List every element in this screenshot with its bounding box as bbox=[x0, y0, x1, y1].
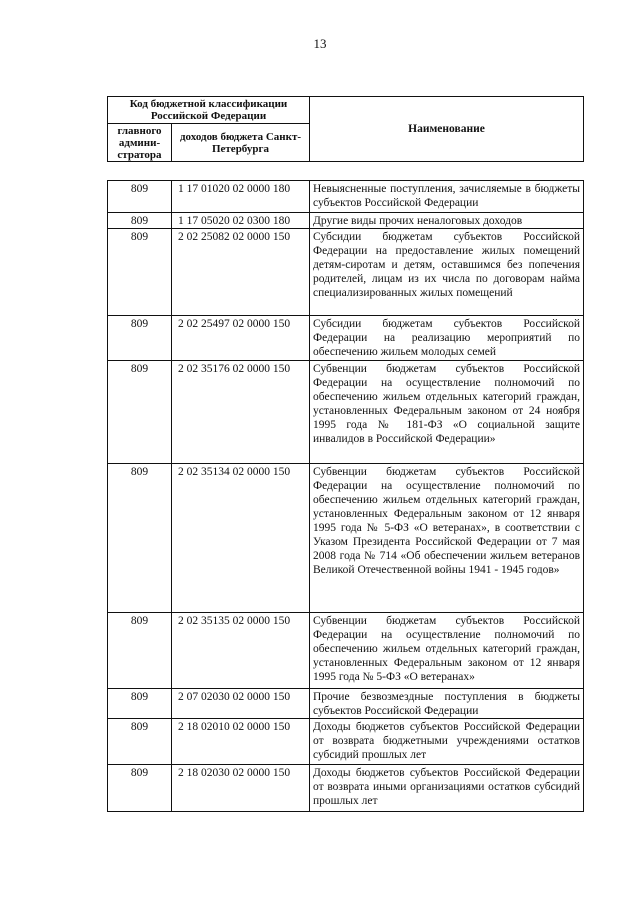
revenue-name: Доходы бюджетов субъектов Российской Федерации от возврата бюджетными учреждениями остатков субсидий прошлых лет bbox=[310, 719, 584, 765]
table-row bbox=[108, 613, 584, 689]
revenue-code: 1 17 01020 02 0000 180 bbox=[172, 181, 310, 213]
revenue-name: Другие виды прочих неналоговых доходов bbox=[310, 213, 584, 229]
revenue-name: Субсидии бюджетам субъектов Российской Федерации на реализацию мероприятий по обеспечению жильем молодых семей bbox=[310, 316, 584, 361]
table-row bbox=[108, 229, 584, 316]
header-admin: главного админи-стратора bbox=[108, 124, 172, 162]
revenue-name: Субвенции бюджетам субъектов Российской Федерации на осуществление полномочий по обеспечению жильем отдельных категорий граждан, установленных Федеральным законом от 12 января 1995 года № 5-ФЗ «О ветеранах» bbox=[310, 613, 584, 689]
header-name: Наименование bbox=[310, 97, 584, 162]
revenue-code: 2 02 35134 02 0000 150 bbox=[172, 464, 310, 613]
admin-code: 809 bbox=[108, 464, 172, 613]
revenue-name: Невыясненные поступления, зачисляемые в бюджеты субъектов Российской Федерации bbox=[310, 181, 584, 213]
admin-code: 809 bbox=[108, 689, 172, 719]
classification-table bbox=[107, 180, 584, 812]
admin-code: 809 bbox=[108, 316, 172, 361]
table-row bbox=[108, 181, 584, 213]
revenue-code: 2 02 25082 02 0000 150 bbox=[172, 229, 310, 316]
admin-code: 809 bbox=[108, 719, 172, 765]
table-header bbox=[107, 96, 584, 162]
admin-code: 809 bbox=[108, 181, 172, 213]
revenue-name: Субвенции бюджетам субъектов Российской Федерации на осуществление полномочий по обеспечению жильем отдельных категорий граждан, установленных Федеральным законом от 24 ноября 1995 года № 181-ФЗ «О социальной защите инвалидов в Российской Федерации» bbox=[310, 361, 584, 464]
admin-code: 809 bbox=[108, 229, 172, 316]
table-row bbox=[108, 765, 584, 812]
header-budget-code: Код бюджетной классификации Российской Федерации bbox=[108, 97, 310, 124]
admin-code: 809 bbox=[108, 613, 172, 689]
revenue-code: 2 18 02010 02 0000 150 bbox=[172, 719, 310, 765]
revenue-name: Доходы бюджетов субъектов Российской Федерации от возврата иными организациями остатков субсидий прошлых лет bbox=[310, 765, 584, 812]
admin-code: 809 bbox=[108, 361, 172, 464]
revenue-code: 2 02 25497 02 0000 150 bbox=[172, 316, 310, 361]
revenue-name: Субвенции бюджетам субъектов Российской Федерации на осуществление полномочий по обеспечению жильем отдельных категорий граждан, установленных Федеральным законом от 12 января 1995 года № 5-ФЗ «О ветеранах», в соответствии с Указом Президента Российской Федерации от 7 мая 2008 года № 714 «Об обеспечении жильем ветеранов Великой Отечественной войны 1941 - 1945 годов» bbox=[310, 464, 584, 613]
admin-code: 809 bbox=[108, 213, 172, 229]
table-row bbox=[108, 464, 584, 613]
revenue-code: 2 02 35176 02 0000 150 bbox=[172, 361, 310, 464]
table-row bbox=[108, 689, 584, 719]
revenue-code: 2 02 35135 02 0000 150 bbox=[172, 613, 310, 689]
revenue-code: 2 18 02030 02 0000 150 bbox=[172, 765, 310, 812]
table-row bbox=[108, 719, 584, 765]
revenue-name: Субсидии бюджетам субъектов Российской Федерации на предоставление жилых помещений детям-сиротам и детям, оставшимся без попечения родителей, лицам из их числа по договорам найма специализированных жилых помещений bbox=[310, 229, 584, 316]
revenue-name: Прочие безвозмездные поступления в бюджеты субъектов Российской Федерации bbox=[310, 689, 584, 719]
page-number: 13 bbox=[313, 36, 327, 51]
table-row bbox=[108, 213, 584, 229]
revenue-code: 1 17 05020 02 0300 180 bbox=[172, 213, 310, 229]
table-row bbox=[108, 361, 584, 464]
table-row bbox=[108, 316, 584, 361]
revenue-code: 2 07 02030 02 0000 150 bbox=[172, 689, 310, 719]
admin-code: 809 bbox=[108, 765, 172, 812]
header-revenue: доходов бюджета Санкт-Петербурга bbox=[172, 124, 310, 162]
